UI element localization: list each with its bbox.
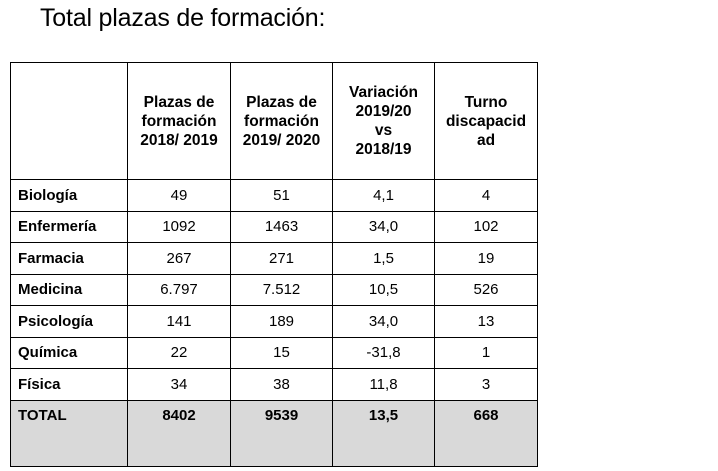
header-turno-discapacidad — [435, 63, 538, 180]
header-line: Plazas de — [246, 93, 317, 111]
header-line: Plazas de — [143, 93, 215, 111]
table-row — [11, 180, 538, 212]
header-line: 2018/19 — [355, 141, 412, 158]
total-row — [11, 400, 538, 466]
cell-discapacidad: 4 — [435, 180, 538, 212]
cell-discapacidad: 13 — [435, 306, 538, 338]
table-row — [11, 337, 538, 369]
training-places-table — [10, 62, 538, 467]
header-line: formación — [141, 112, 217, 130]
table-row — [11, 243, 538, 275]
header-line: 2019/ 2020 — [242, 131, 321, 149]
cell-discapacidad: 526 — [435, 274, 538, 306]
header-line: 2018/ 2019 — [140, 131, 218, 149]
table-row — [11, 274, 538, 306]
header-plazas-2019-2020 — [231, 63, 333, 180]
cell-variacion: 4,1 — [333, 180, 435, 212]
row-label: Biología — [11, 180, 128, 212]
row-label: Química — [11, 337, 128, 369]
table-row — [11, 211, 538, 243]
cell-plazas-2019: 1463 — [231, 211, 333, 243]
cell-variacion: 1,5 — [333, 243, 435, 275]
cell-plazas-2018: 49 — [128, 180, 231, 212]
cell-plazas-2019: 15 — [231, 337, 333, 369]
cell-plazas-2018: 141 — [128, 306, 231, 338]
cell-plazas-2018: 1092 — [128, 211, 231, 243]
cell-variacion: 34,0 — [333, 306, 435, 338]
total-variacion: 13,5 — [333, 400, 435, 466]
cell-variacion: 34,0 — [333, 211, 435, 243]
cell-plazas-2019: 38 — [231, 369, 333, 401]
row-label: Farmacia — [11, 243, 128, 275]
header-plazas-2018-2019 — [128, 63, 231, 180]
header-variacion — [333, 63, 435, 180]
cell-plazas-2018: 34 — [128, 369, 231, 401]
cell-plazas-2018: 6.797 — [128, 274, 231, 306]
total-plazas-2019: 9539 — [231, 400, 333, 466]
table-row — [11, 306, 538, 338]
cell-discapacidad: 1 — [435, 337, 538, 369]
cell-plazas-2019: 189 — [231, 306, 333, 338]
table-row — [11, 369, 538, 401]
header-line: Turno — [464, 93, 508, 111]
row-label: Psicología — [11, 306, 128, 338]
total-label: TOTAL — [11, 400, 128, 466]
page-title: Total plazas de formación: — [40, 4, 326, 32]
row-label: Física — [11, 369, 128, 401]
cell-discapacidad: 3 — [435, 369, 538, 401]
cell-variacion: -31,8 — [333, 337, 435, 369]
cell-variacion: 10,5 — [333, 274, 435, 306]
header-empty-cell — [11, 63, 128, 180]
total-discapacidad: 668 — [435, 400, 538, 466]
header-line: ad — [476, 131, 496, 149]
cell-discapacidad: 102 — [435, 211, 538, 243]
cell-plazas-2019: 7.512 — [231, 274, 333, 306]
cell-variacion: 11,8 — [333, 369, 435, 401]
cell-plazas-2019: 51 — [231, 180, 333, 212]
row-label: Enfermería — [11, 211, 128, 243]
header-line: Variación — [349, 84, 418, 101]
cell-plazas-2018: 267 — [128, 243, 231, 275]
table-header-row — [11, 63, 538, 180]
header-line: 2019/20 — [355, 103, 412, 120]
total-plazas-2018: 8402 — [128, 400, 231, 466]
header-line: discapacid — [445, 112, 527, 130]
cell-plazas-2019: 271 — [231, 243, 333, 275]
cell-discapacidad: 19 — [435, 243, 538, 275]
header-line: formación — [244, 112, 319, 130]
cell-plazas-2018: 22 — [128, 337, 231, 369]
header-line: vs — [374, 122, 393, 139]
row-label: Medicina — [11, 274, 128, 306]
